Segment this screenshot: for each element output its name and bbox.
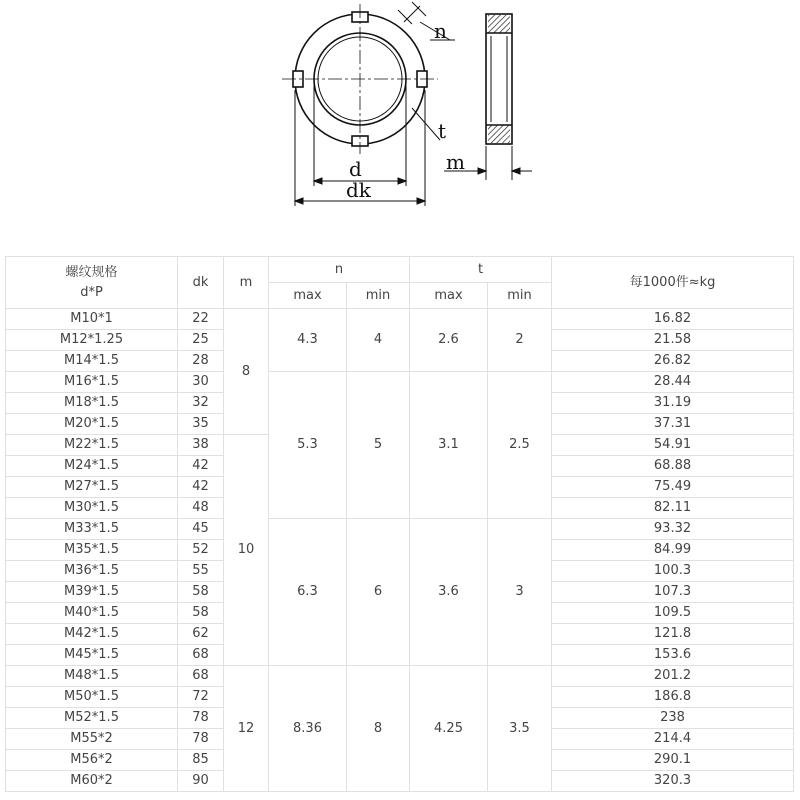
cell-dk: 22 bbox=[178, 309, 224, 330]
cell-spec: M12*1.25 bbox=[6, 330, 178, 351]
cell-weight: 82.11 bbox=[552, 498, 794, 519]
table-row bbox=[6, 372, 794, 393]
cell-spec: M18*1.5 bbox=[6, 393, 178, 414]
table-row bbox=[6, 666, 794, 687]
header-spec bbox=[6, 257, 178, 309]
cell-spec: M56*2 bbox=[6, 750, 178, 771]
spec-table bbox=[5, 256, 794, 792]
cell-n-min: 6 bbox=[347, 519, 410, 666]
cell-spec: M33*1.5 bbox=[6, 519, 178, 540]
table-body bbox=[6, 309, 794, 792]
header-t-min: min bbox=[488, 283, 552, 309]
nut-side-view bbox=[486, 14, 512, 144]
cell-spec: M60*2 bbox=[6, 771, 178, 792]
cell-spec: M52*1.5 bbox=[6, 708, 178, 729]
cell-spec: M30*1.5 bbox=[6, 498, 178, 519]
cell-m: 10 bbox=[224, 435, 269, 666]
table-row bbox=[6, 309, 794, 330]
cell-t-max: 4.25 bbox=[410, 666, 488, 792]
cell-dk: 38 bbox=[178, 435, 224, 456]
cell-weight: 31.19 bbox=[552, 393, 794, 414]
label-t: t bbox=[438, 119, 447, 143]
cell-t-min: 2 bbox=[488, 309, 552, 372]
cell-dk: 25 bbox=[178, 330, 224, 351]
cell-spec: M16*1.5 bbox=[6, 372, 178, 393]
cell-spec: M45*1.5 bbox=[6, 645, 178, 666]
nut-front-view bbox=[282, 4, 438, 154]
label-m: m bbox=[446, 150, 465, 174]
cell-weight: 201.2 bbox=[552, 666, 794, 687]
cell-dk: 78 bbox=[178, 729, 224, 750]
cell-weight: 16.82 bbox=[552, 309, 794, 330]
cell-spec: M42*1.5 bbox=[6, 624, 178, 645]
cell-dk: 42 bbox=[178, 456, 224, 477]
cell-t-min: 3.5 bbox=[488, 666, 552, 792]
cell-weight: 107.3 bbox=[552, 582, 794, 603]
cell-weight: 214.4 bbox=[552, 729, 794, 750]
label-dk: dk bbox=[346, 178, 371, 202]
cell-t-min: 2.5 bbox=[488, 372, 552, 519]
cell-weight: 109.5 bbox=[552, 603, 794, 624]
cell-weight: 21.58 bbox=[552, 330, 794, 351]
cell-spec: M14*1.5 bbox=[6, 351, 178, 372]
cell-weight: 186.8 bbox=[552, 687, 794, 708]
cell-t-max: 3.6 bbox=[410, 519, 488, 666]
cell-t-min: 3 bbox=[488, 519, 552, 666]
cell-spec: M40*1.5 bbox=[6, 603, 178, 624]
header-n: n bbox=[269, 257, 410, 283]
cell-n-max: 6.3 bbox=[269, 519, 347, 666]
header-n-min: min bbox=[347, 283, 410, 309]
cell-weight: 54.91 bbox=[552, 435, 794, 456]
cell-dk: 85 bbox=[178, 750, 224, 771]
table-header bbox=[6, 257, 794, 309]
cell-spec: M39*1.5 bbox=[6, 582, 178, 603]
cell-dk: 58 bbox=[178, 582, 224, 603]
cell-dk: 45 bbox=[178, 519, 224, 540]
cell-n-max: 4.3 bbox=[269, 309, 347, 372]
cell-weight: 26.82 bbox=[552, 351, 794, 372]
cell-dk: 30 bbox=[178, 372, 224, 393]
label-n: n bbox=[434, 19, 447, 43]
slotted-round-nut-drawing bbox=[0, 0, 800, 232]
cell-n-min: 8 bbox=[347, 666, 410, 792]
cell-spec: M24*1.5 bbox=[6, 456, 178, 477]
cell-spec: M36*1.5 bbox=[6, 561, 178, 582]
cell-dk: 55 bbox=[178, 561, 224, 582]
cell-dk: 68 bbox=[178, 666, 224, 687]
cell-spec: M20*1.5 bbox=[6, 414, 178, 435]
cell-spec: M55*2 bbox=[6, 729, 178, 750]
header-spec-line1: 螺纹规格 bbox=[65, 264, 118, 280]
cell-weight: 121.8 bbox=[552, 624, 794, 645]
cell-weight: 93.32 bbox=[552, 519, 794, 540]
cell-dk: 35 bbox=[178, 414, 224, 435]
cell-m: 12 bbox=[224, 666, 269, 792]
cell-spec: M22*1.5 bbox=[6, 435, 178, 456]
cell-dk: 62 bbox=[178, 624, 224, 645]
cell-dk: 90 bbox=[178, 771, 224, 792]
cell-n-max: 5.3 bbox=[269, 372, 347, 519]
cell-weight: 290.1 bbox=[552, 750, 794, 771]
label-d: d bbox=[349, 157, 362, 181]
cell-n-min: 5 bbox=[347, 372, 410, 519]
cell-spec: M50*1.5 bbox=[6, 687, 178, 708]
header-weight: 每1000件≈kg bbox=[552, 257, 794, 309]
cell-dk: 42 bbox=[178, 477, 224, 498]
cell-dk: 28 bbox=[178, 351, 224, 372]
cell-weight: 75.49 bbox=[552, 477, 794, 498]
cell-weight: 28.44 bbox=[552, 372, 794, 393]
cell-weight: 37.31 bbox=[552, 414, 794, 435]
front-view-dimensions bbox=[295, 2, 455, 206]
cell-dk: 68 bbox=[178, 645, 224, 666]
cell-spec: M10*1 bbox=[6, 309, 178, 330]
cell-t-max: 3.1 bbox=[410, 372, 488, 519]
cell-weight: 320.3 bbox=[552, 771, 794, 792]
cell-weight: 238 bbox=[552, 708, 794, 729]
cell-dk: 52 bbox=[178, 540, 224, 561]
header-m: m bbox=[224, 257, 269, 309]
table-row bbox=[6, 519, 794, 540]
header-dk: dk bbox=[178, 257, 224, 309]
cell-dk: 78 bbox=[178, 708, 224, 729]
cell-spec: M48*1.5 bbox=[6, 666, 178, 687]
cell-n-min: 4 bbox=[347, 309, 410, 372]
cell-n-max: 8.36 bbox=[269, 666, 347, 792]
cell-weight: 68.88 bbox=[552, 456, 794, 477]
cell-dk: 58 bbox=[178, 603, 224, 624]
cell-dk: 48 bbox=[178, 498, 224, 519]
cell-spec: M27*1.5 bbox=[6, 477, 178, 498]
cell-spec: M35*1.5 bbox=[6, 540, 178, 561]
cell-dk: 32 bbox=[178, 393, 224, 414]
header-n-max: max bbox=[269, 283, 347, 309]
header-spec-line2: d*P bbox=[80, 284, 103, 300]
cell-weight: 84.99 bbox=[552, 540, 794, 561]
header-t: t bbox=[410, 257, 552, 283]
cell-m: 8 bbox=[224, 309, 269, 435]
header-t-max: max bbox=[410, 283, 488, 309]
cell-weight: 153.6 bbox=[552, 645, 794, 666]
cell-t-max: 2.6 bbox=[410, 309, 488, 372]
cell-dk: 72 bbox=[178, 687, 224, 708]
cell-weight: 100.3 bbox=[552, 561, 794, 582]
